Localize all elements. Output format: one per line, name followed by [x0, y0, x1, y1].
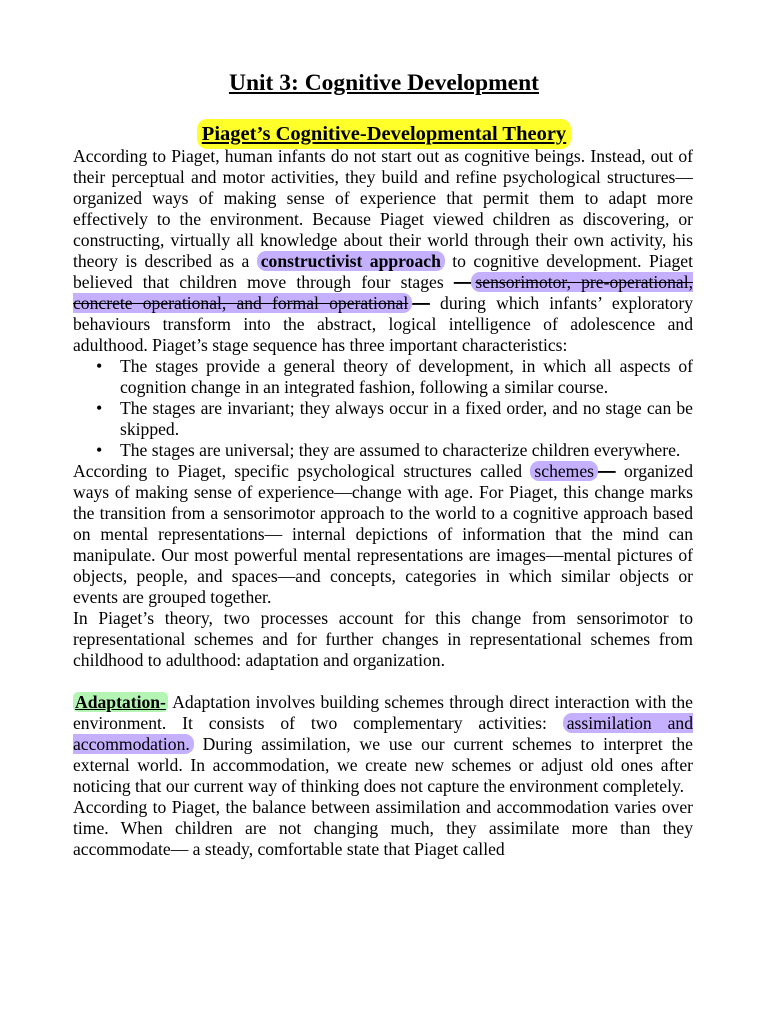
dash-close: —: [412, 293, 430, 313]
intro-text-b: to cognitive development. Piaget believed that children move through four stages: [73, 251, 693, 292]
list-item: • The stages provide a general theory of development, in which all aspects of cognition change in an integrated fashion, following a similar course.: [120, 356, 693, 398]
paragraph-processes: In Piaget’s theory, two processes account for this change from sensorimotor to representational schemes and for further changes in representational schemes from childhood to adulthood: adaptation and organization.: [73, 608, 693, 670]
schemes-text-a: According to Piaget, specific psychological structures called: [73, 461, 531, 481]
paragraph-intro: [73, 146, 693, 356]
highlight-schemes: schemes: [530, 461, 598, 481]
paragraph-gap: [73, 671, 693, 692]
dash-open: —: [453, 272, 472, 292]
list-item: • The stages are universal; they are assumed to characterize children everywhere.: [120, 440, 693, 461]
section-heading: Piaget’s Cognitive-Developmental Theory: [197, 119, 571, 149]
highlight-assimilation: assimilation and accommodation.: [73, 713, 693, 754]
adaptation-text-b: During assimilation, we use our current schemes to interpret the external world. In accommodation, we create new schemes or adjust old ones after noticing that our current way of thinking does not capture the environment completely.: [73, 734, 693, 796]
document-body: [73, 146, 693, 860]
paragraph-schemes: [73, 461, 693, 608]
schemes-text-b: organized ways of making sense of experience—change with age. For Piaget, this change marks the transition from a sensorimotor approach to the world to a cognitive approach based on mental representations— internal depictions of information that the mind can manipulate. Our most powerful mental representations are images—mental pictures of objects, people, and spaces—and concepts, categories in which similar objects or events are grouped together.: [73, 461, 693, 607]
adaptation-label: Adaptation-: [75, 692, 166, 712]
intro-text-a: According to Piaget, human infants do not start out as cognitive beings. Instead, out of their perceptual and motor activities, they build and refine psychological structures—organized ways of making sense of experience that permit them to adapt more effectively to the environment. Because Piaget viewed children as discovering, or constructing, virtually all knowledge about their world through their own activity, his theory is described as a: [73, 146, 693, 271]
list-item: • The stages are invariant; they always occur in a fixed order, and no stage can be skipped.: [120, 398, 693, 440]
schemes-dash: —: [598, 461, 616, 481]
characteristics-list: [73, 356, 693, 461]
adaptation-text-a: Adaptation involves building schemes through direct interaction with the environment. It consists of two complementary activities:: [73, 692, 693, 733]
page-title: Unit 3: Cognitive Development: [228, 70, 540, 96]
paragraph-balance: According to Piaget, the balance between assimilation and accommodation varies over time. When children are not changing much, they assimilate more than they accommodate— a steady, comfortable state that Piaget called: [73, 797, 693, 859]
highlight-stages: sensorimotor, pre-operational, concrete operational, and formal operational: [73, 272, 693, 313]
paragraph-adaptation: [73, 692, 693, 797]
highlight-constructivist: constructivist approach: [257, 251, 445, 271]
intro-text-c: during which infants’ exploratory behaviours transform into the abstract, logical intelligence of adolescence and adulthood. Piaget’s stage sequence has three important characteristics:: [73, 293, 693, 355]
